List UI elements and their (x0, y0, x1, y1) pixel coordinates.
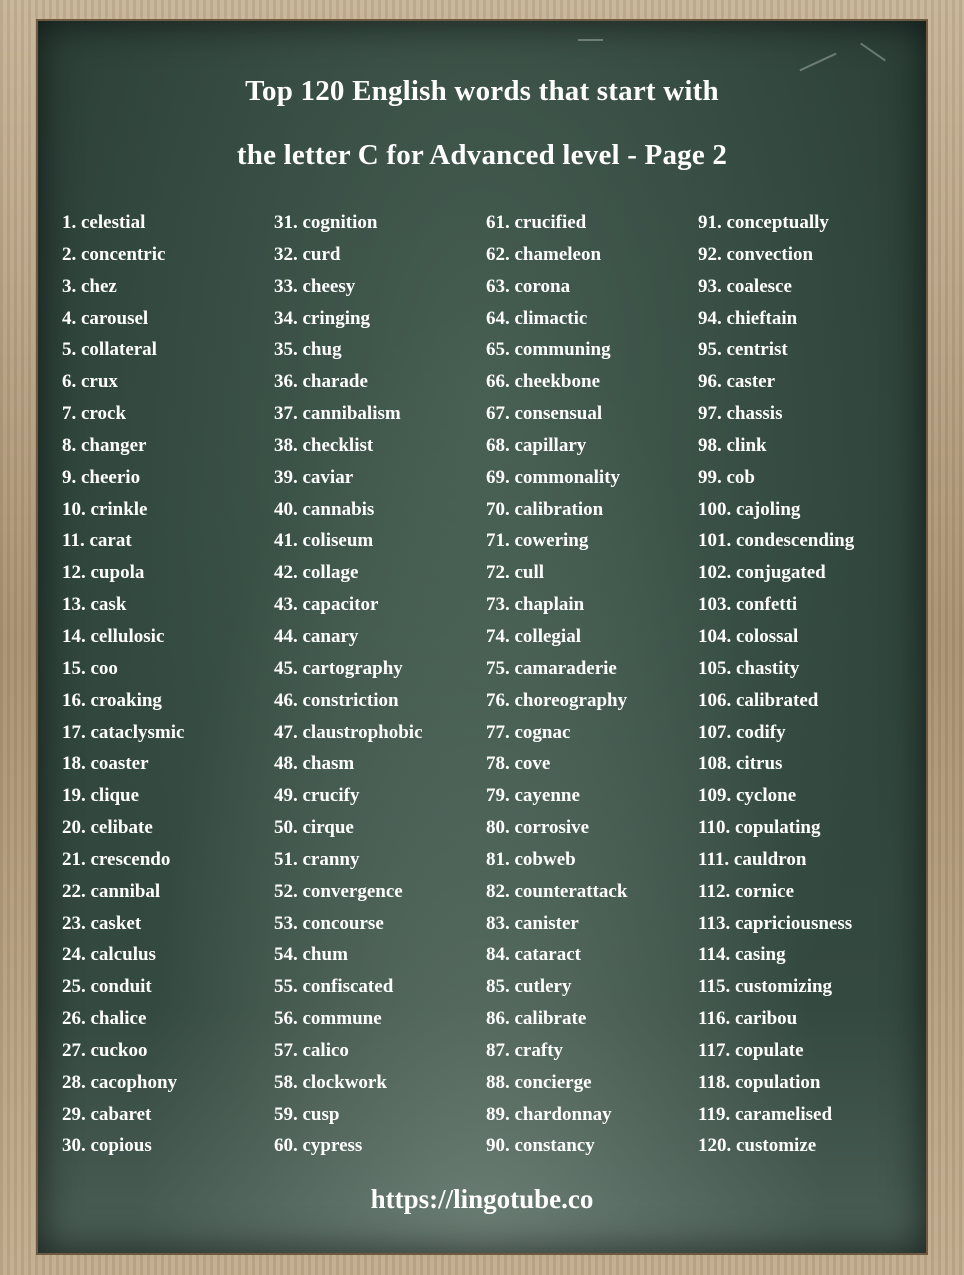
page-title-line-2: the letter C for Advanced level - Page 2 (236, 139, 728, 171)
word-list-item: 52. convergence (274, 880, 403, 902)
word-list-item: 71. cowering (486, 530, 589, 552)
word-list-item: 57. calico (274, 1039, 349, 1061)
word-list-item: 66. cheekbone (486, 371, 600, 393)
word-list-item: 44. canary (274, 625, 359, 647)
word-list-item: 31. cognition (274, 212, 378, 233)
word-list-item: 53. concourse (274, 912, 384, 934)
word-list-item: 95. centrist (698, 339, 788, 361)
word-list-item: 11. carat (62, 530, 132, 552)
word-list-item: 62. chameleon (486, 243, 602, 265)
chalk-scribble (860, 43, 886, 62)
word-list-item: 42. collage (274, 562, 359, 584)
word-list-item: 68. capillary (486, 434, 587, 456)
word-list-item: 4. carousel (62, 307, 149, 329)
word-list-item: 82. counterattack (486, 880, 628, 902)
word-list-item: 98. clink (698, 434, 767, 456)
word-list-item: 25. conduit (62, 976, 152, 998)
word-list-item: 84. cataract (486, 944, 581, 966)
word-list-item: 80. corrosive (486, 817, 590, 839)
word-list-item: 104. colossal (698, 625, 799, 647)
word-list-item: 37. cannibalism (274, 403, 401, 425)
word-list-item: 85. cutlery (486, 976, 572, 998)
word-list-item: 34. cringing (274, 307, 371, 329)
word-list-item: 51. cranny (274, 848, 360, 870)
word-list-item: 119. caramelised (698, 1103, 833, 1125)
word-list-item: 99. cob (698, 466, 755, 488)
word-list-item: 96. caster (698, 371, 776, 393)
word-list-item: 91. conceptually (698, 212, 829, 233)
word-list-item: 112. cornice (698, 880, 795, 902)
word-list-item: 83. canister (486, 912, 579, 934)
word-list-item: 64. climactic (486, 307, 588, 329)
word-list-item: 8. changer (62, 434, 147, 456)
word-list-item: 21. crescendo (62, 848, 171, 870)
word-list-item: 1. celestial (62, 212, 146, 233)
word-list-item: 45. cartography (274, 657, 403, 679)
website-url: https://lingotube.co (370, 1184, 594, 1214)
word-list-item: 39. caviar (274, 466, 354, 488)
word-list-item: 47. claustrophobic (274, 721, 423, 743)
word-column-2 (274, 211, 423, 1166)
word-list-item: 15. coo (62, 657, 118, 679)
word-list-item: 22. cannibal (62, 880, 161, 902)
word-list-item: 48. chasm (274, 753, 355, 775)
word-list-item: 49. crucify (274, 785, 360, 807)
word-list-item: 43. capacitor (274, 594, 379, 616)
word-list-item: 73. chaplain (486, 594, 585, 616)
word-list-item: 77. cognac (486, 721, 571, 743)
word-list-item: 23. casket (62, 912, 142, 934)
word-list-item: 17. cataclysmic (62, 721, 185, 743)
word-list-item: 59. cusp (274, 1103, 340, 1125)
word-list-item: 75. camaraderie (486, 657, 617, 679)
word-list-item: 92. convection (698, 243, 814, 265)
word-list-item: 114. casing (698, 944, 786, 966)
word-list-item: 10. crinkle (62, 498, 148, 520)
word-list-item: 50. cirque (274, 817, 354, 839)
word-list-item: 69. commonality (486, 466, 621, 488)
word-list-item: 7. crock (62, 403, 127, 425)
word-list-item: 61. crucified (486, 212, 587, 233)
word-list-item: 90. constancy (486, 1135, 595, 1157)
word-column-3 (486, 211, 627, 1166)
word-list-item: 30. copious (62, 1135, 152, 1157)
word-list-item: 93. coalesce (698, 275, 792, 297)
word-list-item: 116. caribou (698, 1008, 798, 1030)
word-list-item: 120. customize (698, 1135, 817, 1157)
word-list-item: 100. cajoling (698, 498, 801, 520)
word-list-item: 109. cyclone (698, 785, 797, 807)
word-list-item: 9. cheerio (62, 466, 141, 488)
word-list-item: 38. checklist (274, 434, 374, 456)
word-list-item: 35. chug (274, 339, 342, 361)
word-list-item: 19. clique (62, 785, 140, 807)
word-list-item: 14. cellulosic (62, 625, 165, 647)
word-list-item: 29. cabaret (62, 1103, 152, 1125)
word-list-item: 89. chardonnay (486, 1103, 612, 1125)
word-list-item: 60. cypress (274, 1135, 363, 1157)
page-title-line-1: Top 120 English words that start with (245, 75, 719, 107)
word-list-item: 55. confiscated (274, 976, 394, 998)
word-list-item: 2. concentric (62, 243, 166, 265)
word-list-item: 87. crafty (486, 1039, 564, 1061)
word-list-item: 115. customizing (698, 976, 833, 998)
word-list-item: 76. choreography (486, 689, 628, 711)
word-list-item: 24. calculus (62, 944, 156, 966)
word-column-4 (698, 211, 854, 1166)
word-list-item: 94. chieftain (698, 307, 798, 329)
chalk-scribble (799, 53, 836, 72)
word-list-item: 13. cask (62, 594, 127, 616)
word-list-item: 105. chastity (698, 657, 800, 679)
word-list-item: 28. cacophony (62, 1071, 178, 1093)
word-list-item: 5. collateral (62, 339, 157, 361)
word-list-item: 118. copulation (698, 1071, 821, 1093)
word-list-item: 79. cayenne (486, 785, 580, 807)
word-list-item: 65. communing (486, 339, 611, 361)
chalk-scribble (578, 39, 603, 41)
word-list-item: 20. celibate (62, 817, 153, 839)
word-list-item: 117. copulate (698, 1039, 804, 1061)
word-list-item: 58. clockwork (274, 1071, 387, 1093)
word-list-item: 12. cupola (62, 562, 145, 584)
word-list-item: 103. confetti (698, 594, 798, 616)
word-list-item: 26. chalice (62, 1008, 147, 1030)
word-list-item: 81. cobweb (486, 848, 576, 870)
word-list-item: 108. citrus (698, 753, 783, 775)
word-list-item: 88. concierge (486, 1071, 592, 1093)
word-list-item: 74. collegial (486, 625, 581, 647)
word-list-item: 113. capriciousness (698, 912, 853, 934)
word-column-1 (62, 211, 184, 1166)
word-list-item: 101. condescending (698, 530, 855, 552)
word-list-item: 32. curd (274, 243, 341, 265)
word-list-item: 46. constriction (274, 689, 399, 711)
word-list-item: 63. corona (486, 275, 571, 297)
word-list-item: 33. cheesy (274, 275, 356, 297)
word-list-item: 97. chassis (698, 403, 783, 425)
word-list-item: 70. calibration (486, 498, 604, 520)
word-list-item: 40. cannabis (274, 498, 375, 520)
word-list-item: 102. conjugated (698, 562, 826, 584)
chalkboard (38, 21, 926, 1253)
word-list-item: 67. consensual (486, 403, 603, 425)
word-list-item: 78. cove (486, 753, 551, 775)
word-list-item: 27. cuckoo (62, 1039, 148, 1061)
word-list-item: 18. coaster (62, 753, 149, 775)
word-list-item: 54. chum (274, 944, 348, 966)
word-list-item: 72. cull (486, 562, 545, 584)
word-list-item: 6. crux (62, 371, 118, 393)
word-list-item: 110. copulating (698, 817, 821, 839)
word-list-item: 106. calibrated (698, 689, 819, 711)
word-list-item: 16. croaking (62, 689, 162, 711)
word-list-item: 56. commune (274, 1008, 382, 1030)
word-list-item: 86. calibrate (486, 1008, 587, 1030)
word-list-item: 41. coliseum (274, 530, 374, 552)
word-list-item: 36. charade (274, 371, 368, 393)
word-list-item: 3. chez (62, 275, 117, 297)
word-list-item: 111. cauldron (698, 848, 807, 870)
word-list-item: 107. codify (698, 721, 786, 743)
